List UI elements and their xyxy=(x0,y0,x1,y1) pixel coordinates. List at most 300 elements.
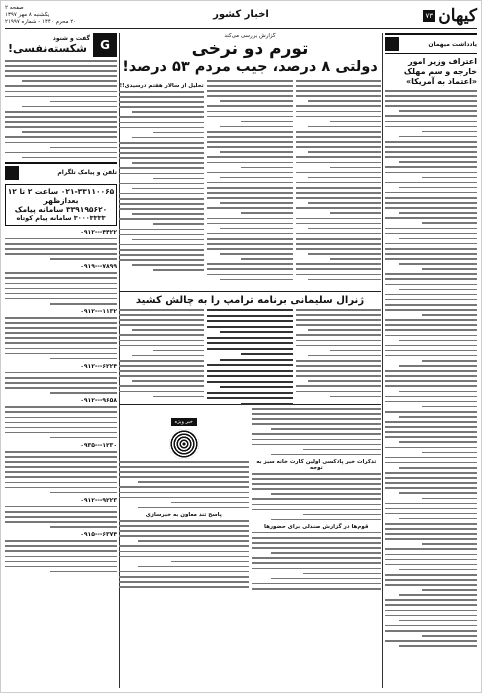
text-line xyxy=(153,350,204,352)
text-line xyxy=(385,299,477,301)
text-line xyxy=(220,279,293,281)
reader-message-text xyxy=(5,372,117,394)
text-line xyxy=(252,413,382,415)
text-line xyxy=(252,557,382,559)
text-line xyxy=(296,324,381,326)
text-line xyxy=(385,324,477,326)
text-line xyxy=(220,331,293,333)
text-line xyxy=(252,439,382,441)
text-line xyxy=(330,167,381,169)
text-line xyxy=(207,136,292,138)
text-line xyxy=(385,156,477,158)
reader-phone-header xyxy=(5,162,117,182)
story-kicker: گزارش بررسی می‌کند xyxy=(224,33,276,39)
secondary-text-column xyxy=(296,309,381,401)
text-line xyxy=(119,471,249,473)
guest-note-header xyxy=(385,33,477,54)
text-line xyxy=(132,380,205,382)
text-line xyxy=(207,95,292,97)
text-line xyxy=(132,264,205,266)
text-line xyxy=(119,340,204,342)
text-line xyxy=(385,584,477,586)
text-line xyxy=(296,263,381,265)
text-line xyxy=(5,476,117,478)
reader-message-text xyxy=(5,406,117,438)
text-line xyxy=(252,498,382,500)
text-line xyxy=(252,532,382,534)
text-line xyxy=(207,248,292,250)
text-line xyxy=(296,243,381,245)
masthead xyxy=(423,6,477,26)
text-line xyxy=(241,167,292,169)
text-line xyxy=(207,80,292,82)
text-line xyxy=(132,355,205,357)
text-line xyxy=(207,111,292,113)
text-line xyxy=(119,127,204,129)
text-line xyxy=(296,197,381,199)
text-line xyxy=(207,156,292,158)
text-line xyxy=(119,535,249,537)
text-line xyxy=(422,268,477,270)
text-line xyxy=(119,520,249,522)
text-line xyxy=(119,360,204,362)
text-line xyxy=(5,327,117,329)
text-line xyxy=(5,545,117,547)
text-line xyxy=(252,488,382,490)
text-line xyxy=(5,283,117,285)
text-line xyxy=(296,146,381,148)
text-line xyxy=(385,457,477,459)
text-line xyxy=(5,487,117,489)
text-line xyxy=(385,380,477,382)
text-line xyxy=(207,116,292,118)
text-line xyxy=(296,187,381,189)
main-story-column xyxy=(119,33,381,688)
text-line xyxy=(119,259,204,261)
text-line xyxy=(5,91,117,93)
text-line xyxy=(241,353,292,355)
text-line xyxy=(153,132,204,134)
text-line xyxy=(385,233,477,235)
text-line xyxy=(296,274,381,276)
text-line xyxy=(50,392,117,394)
text-line xyxy=(119,375,204,377)
text-line xyxy=(252,547,382,549)
special-news-tag: خبر ویژه xyxy=(171,418,197,426)
text-line xyxy=(119,106,204,108)
text-line xyxy=(5,353,117,355)
text-line xyxy=(207,274,292,276)
text-line xyxy=(385,182,477,184)
text-line xyxy=(119,244,204,246)
text-line xyxy=(5,556,117,558)
text-line xyxy=(5,406,117,408)
reader-message-number: ۰۹۳۵---۱۲۳۰ xyxy=(80,441,117,449)
text-line xyxy=(207,223,292,225)
reader-message-text xyxy=(5,540,117,572)
text-line xyxy=(385,615,477,617)
text-line xyxy=(252,542,382,544)
text-line xyxy=(296,162,381,164)
text-line xyxy=(399,569,477,571)
text-line xyxy=(5,96,117,98)
guest-note-body xyxy=(385,90,477,647)
text-line xyxy=(119,234,204,236)
text-line xyxy=(5,332,117,334)
text-line xyxy=(5,451,117,453)
text-line xyxy=(385,630,477,632)
text-line xyxy=(385,294,477,296)
text-line xyxy=(119,142,204,144)
text-line xyxy=(50,101,117,103)
text-line xyxy=(241,403,292,405)
text-line xyxy=(5,516,117,518)
text-line xyxy=(22,157,117,159)
text-line xyxy=(330,350,381,352)
text-line xyxy=(385,477,477,479)
text-line xyxy=(385,217,477,219)
text-line xyxy=(385,253,477,255)
text-line xyxy=(22,80,117,82)
text-line xyxy=(399,620,477,622)
text-line xyxy=(385,350,477,352)
text-line xyxy=(5,566,117,568)
text-line xyxy=(119,466,249,468)
text-line xyxy=(207,320,292,322)
text-line xyxy=(385,105,477,107)
text-line xyxy=(399,212,477,214)
story-headline: تورم دو نرخی xyxy=(191,39,309,59)
special-news-left xyxy=(252,408,382,593)
text-line xyxy=(119,324,204,326)
text-line xyxy=(119,183,204,185)
text-line xyxy=(252,483,382,485)
text-line xyxy=(5,427,117,429)
reader-message-number: ۰۹۱۲---۹۲۲۳ xyxy=(80,496,117,504)
text-line xyxy=(5,248,117,250)
text-line xyxy=(296,80,381,82)
text-line xyxy=(119,314,204,316)
short-message-line: ۳۰۰۰۳۳۳۳ سامانه پیام کوتاه xyxy=(16,213,106,222)
text-line xyxy=(385,487,477,489)
text-line xyxy=(399,594,477,596)
text-line xyxy=(422,452,477,454)
text-line xyxy=(385,472,477,474)
text-line xyxy=(308,253,381,255)
text-line xyxy=(399,492,477,494)
logo-badge: ۷۳ xyxy=(423,10,435,22)
text-line xyxy=(5,417,117,419)
text-line xyxy=(207,90,292,92)
text-line xyxy=(207,348,292,350)
story-subheadline: دولتی ۸ درصد، جیب مردم ۵۳ درصد! xyxy=(122,59,378,75)
text-line xyxy=(399,238,477,240)
dialogue-title: شکسته‌نفسی! xyxy=(8,42,87,55)
text-line xyxy=(385,278,477,280)
text-line xyxy=(5,511,117,513)
text-line xyxy=(296,207,381,209)
text-line xyxy=(5,550,117,552)
dialogue-logo-icon: G xyxy=(93,33,117,57)
text-line xyxy=(5,387,117,389)
text-line xyxy=(385,640,477,642)
text-line xyxy=(296,192,381,194)
text-line xyxy=(5,65,117,67)
text-line xyxy=(132,162,205,164)
text-line xyxy=(296,116,381,118)
story-columns xyxy=(119,80,381,288)
text-line xyxy=(207,85,292,87)
text-line xyxy=(385,564,477,566)
text-line xyxy=(296,309,381,311)
text-line xyxy=(5,272,117,274)
text-line xyxy=(119,152,204,154)
text-line xyxy=(308,126,381,128)
text-line xyxy=(119,334,204,336)
text-line xyxy=(330,396,381,398)
text-line xyxy=(207,192,292,194)
special-news-right xyxy=(119,408,249,593)
text-line xyxy=(399,110,477,112)
special-news-subtitle: قوم‌ها در گزارش صندلی برای حضورها xyxy=(264,523,369,530)
text-line xyxy=(138,540,248,542)
guest-note-caption: یادداشت میهمان xyxy=(428,40,477,48)
text-line xyxy=(50,437,117,439)
reader-column xyxy=(5,33,117,688)
text-line xyxy=(5,422,117,424)
text-line xyxy=(207,182,292,184)
text-line xyxy=(119,545,249,547)
text-line xyxy=(207,375,292,377)
text-line xyxy=(385,115,477,117)
text-line xyxy=(5,136,117,138)
text-line xyxy=(5,540,117,542)
text-line xyxy=(5,377,117,379)
text-line xyxy=(119,116,204,118)
text-line xyxy=(422,406,477,408)
text-line xyxy=(422,543,477,545)
text-line xyxy=(385,421,477,423)
phone-line: ۰۲۱-۳۳۱۱۰۰۶۵ ساعت ۲ تا ۱۲ بعدازظهر xyxy=(7,186,115,205)
text-line xyxy=(138,481,248,483)
text-line xyxy=(399,518,477,520)
text-line xyxy=(271,519,381,521)
text-line xyxy=(399,340,477,342)
text-line xyxy=(296,370,381,372)
text-line xyxy=(385,599,477,601)
text-line xyxy=(207,146,292,148)
text-line xyxy=(296,360,381,362)
text-line xyxy=(119,254,204,256)
text-line xyxy=(385,284,477,286)
text-line xyxy=(50,571,117,573)
text-line xyxy=(422,635,477,637)
text-line xyxy=(303,573,381,575)
text-line xyxy=(308,177,381,179)
text-line xyxy=(207,187,292,189)
text-line xyxy=(220,151,293,153)
text-line xyxy=(5,277,117,279)
text-line xyxy=(138,566,248,568)
page-info xyxy=(5,5,76,26)
text-line xyxy=(385,243,477,245)
text-line xyxy=(308,228,381,230)
text-line xyxy=(271,552,381,554)
text-line xyxy=(385,538,477,540)
text-line xyxy=(241,258,292,260)
text-line xyxy=(5,126,117,128)
text-line xyxy=(207,309,292,311)
reader-phone-box xyxy=(5,184,117,226)
text-line xyxy=(5,293,117,295)
text-line xyxy=(399,136,477,138)
text-line xyxy=(207,238,292,240)
text-line xyxy=(330,212,381,214)
text-line xyxy=(171,561,249,563)
reader-message-number: ۰۹۱۹---۷۸۹۹ xyxy=(80,263,117,271)
text-line xyxy=(303,514,381,516)
reader-message-number: ۰۹۱۲---۱۱۳۲ xyxy=(80,308,117,315)
text-line xyxy=(5,561,117,563)
text-line xyxy=(308,202,381,204)
text-line xyxy=(207,218,292,220)
text-line xyxy=(119,91,204,93)
text-line xyxy=(399,161,477,163)
text-line xyxy=(119,551,249,553)
text-line xyxy=(119,122,204,124)
text-line xyxy=(119,461,249,463)
text-line xyxy=(385,207,477,209)
text-line xyxy=(50,492,117,494)
text-line xyxy=(385,548,477,550)
text-line xyxy=(385,370,477,372)
text-line xyxy=(207,131,292,133)
text-line xyxy=(5,60,117,62)
text-line xyxy=(422,360,477,362)
text-line xyxy=(296,90,381,92)
text-line xyxy=(385,95,477,97)
text-line xyxy=(5,121,117,123)
text-line xyxy=(119,497,249,499)
text-line xyxy=(303,449,381,451)
page-header xyxy=(5,3,477,29)
text-line xyxy=(385,192,477,194)
text-line xyxy=(385,610,477,612)
text-line xyxy=(296,345,381,347)
text-line xyxy=(119,193,204,195)
text-line xyxy=(119,167,204,169)
text-line xyxy=(296,334,381,336)
text-line xyxy=(5,456,117,458)
text-line xyxy=(385,462,477,464)
text-line xyxy=(5,322,117,324)
text-line xyxy=(5,342,117,344)
text-line xyxy=(5,506,117,508)
reader-message-number: ۰۹۱۲---۹۶۵۸ xyxy=(80,397,117,405)
reader-message-number: ۰۹۱۲---۶۲۲۴ xyxy=(80,362,117,370)
text-line xyxy=(296,268,381,270)
text-line xyxy=(308,151,381,153)
text-line xyxy=(220,126,293,128)
text-line xyxy=(296,85,381,87)
section-title: اخبار کشور xyxy=(213,9,269,20)
text-line xyxy=(153,396,204,398)
special-news-subtitle: پاسخ تند معاون به خبرسازی xyxy=(145,511,222,518)
text-line xyxy=(296,248,381,250)
text-line xyxy=(422,589,477,591)
text-line xyxy=(153,178,204,180)
text-line xyxy=(271,428,381,430)
text-line xyxy=(207,381,292,383)
text-line xyxy=(399,391,477,393)
text-line xyxy=(385,436,477,438)
text-line xyxy=(119,492,249,494)
text-line xyxy=(5,238,117,240)
text-line xyxy=(385,319,477,321)
text-line xyxy=(5,317,117,319)
text-line xyxy=(5,411,117,413)
text-line xyxy=(385,447,477,449)
text-line xyxy=(296,141,381,143)
text-line xyxy=(207,141,292,143)
text-line xyxy=(296,223,381,225)
text-line xyxy=(296,238,381,240)
text-line xyxy=(385,528,477,530)
special-news-body xyxy=(119,461,249,508)
text-line xyxy=(399,187,477,189)
dialogue-body xyxy=(5,60,117,158)
text-line xyxy=(119,157,204,159)
text-line xyxy=(399,365,477,367)
text-line xyxy=(385,401,477,403)
text-line xyxy=(385,151,477,153)
text-line xyxy=(132,188,205,190)
text-line xyxy=(385,90,477,92)
text-line xyxy=(132,329,205,331)
text-line xyxy=(422,314,477,316)
text-line xyxy=(241,212,292,214)
text-line xyxy=(385,523,477,525)
text-line xyxy=(5,70,117,72)
issue-number: ۲۰ محرم ۱۴۴۰ - شماره ۲۱۹۹۷ xyxy=(5,19,77,25)
text-line xyxy=(330,258,381,260)
secondary-text-column xyxy=(207,309,292,401)
text-line xyxy=(220,228,293,230)
guest-note-title: اعتراف وزیر امور خارجه و سم مهلک «اعتماد به آمریکا» xyxy=(403,57,477,86)
text-line xyxy=(241,121,292,123)
text-line xyxy=(422,222,477,224)
text-line xyxy=(220,177,293,179)
text-line xyxy=(119,198,204,200)
text-line xyxy=(132,111,205,113)
text-line xyxy=(5,75,117,77)
special-news-body xyxy=(119,520,249,588)
text-line xyxy=(385,355,477,357)
text-line xyxy=(119,556,249,558)
text-line xyxy=(385,172,477,174)
text-line xyxy=(207,392,292,394)
reader-message-number: ۰۹۱۵---۶۳۷۴ xyxy=(80,531,117,539)
text-line xyxy=(207,315,292,317)
text-line xyxy=(252,418,382,420)
text-line xyxy=(399,645,477,647)
text-line xyxy=(385,625,477,627)
text-line xyxy=(119,370,204,372)
text-line xyxy=(132,213,205,215)
guest-note-column xyxy=(385,33,477,688)
text-line xyxy=(119,581,249,583)
text-line xyxy=(5,298,117,300)
